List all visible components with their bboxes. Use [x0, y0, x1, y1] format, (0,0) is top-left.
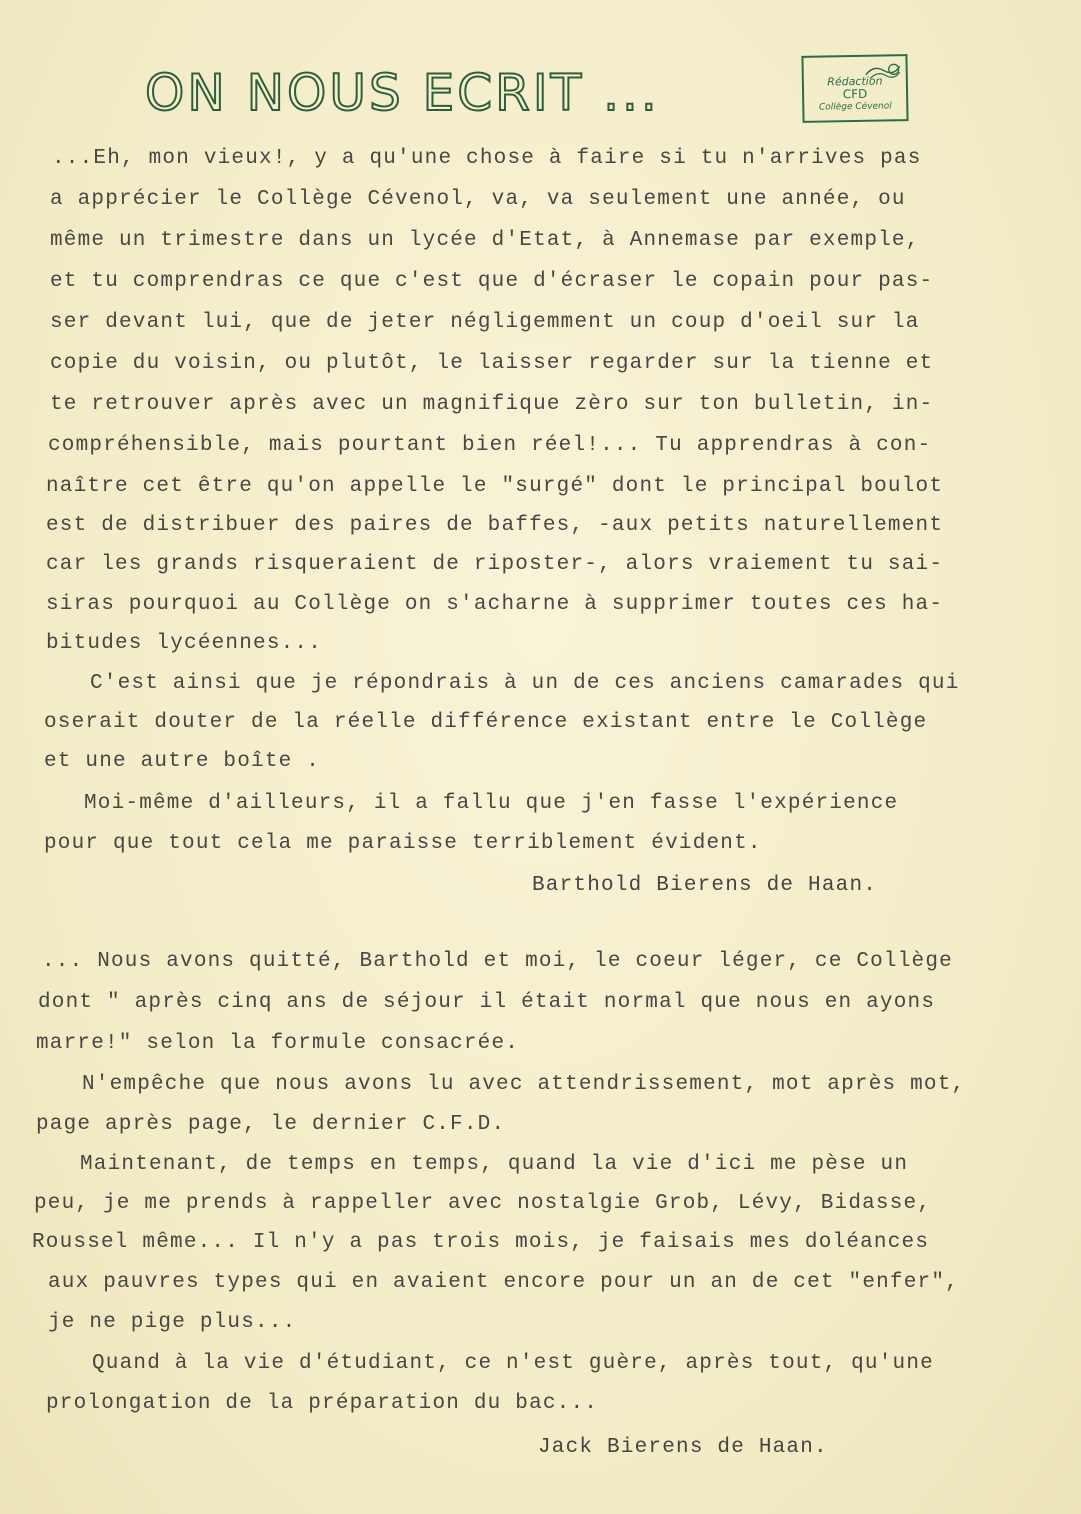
letter2-line: Roussel même... Il n'y a pas trois mois, je faisais mes doléances: [32, 1231, 930, 1254]
letter2-line: N'empêche que nous avons lu avec attendrissement, mot après mot,: [82, 1073, 966, 1096]
letter1-line: même un trimestre dans un lycée d'Etat, à Annemase par exemple,: [50, 229, 920, 252]
stamp-line-college: Collège Cévenol: [818, 101, 892, 113]
letter1-line: copie du voisin, ou plutôt, le laisser regarder sur la tienne et: [50, 352, 934, 375]
letter1-line: car les grands risqueraient de riposter-, alors vraiement tu sai-: [46, 553, 944, 576]
letter1-line: et une autre boîte .: [44, 750, 321, 773]
letter2-line: Quand à la vie d'étudiant, ce n'est guère, après tout, qu'une: [92, 1352, 934, 1375]
letter2-line: peu, je me prends à rappeller avec nostalgie Grob, Lévy, Bidasse,: [34, 1192, 932, 1215]
letter2-line: aux pauvres types qui en avaient encore pour un an de cet "enfer",: [48, 1271, 959, 1294]
letter2-line: page après page, le dernier C.F.D.: [36, 1113, 506, 1136]
letter1-line: ser devant lui, que de jeter négligemment un coup d'oeil sur la: [50, 311, 920, 334]
letter1-line: a apprécier le Collège Cévenol, va, va seulement une année, ou: [50, 188, 906, 211]
letter1-line: C'est ainsi que je répondrais à un de ces anciens camarades qui: [90, 672, 960, 695]
letter1-line: compréhensible, mais pourtant bien réel!... Tu apprendras à con-: [48, 434, 932, 457]
letter2-line: prolongation de la préparation du bac...: [46, 1392, 599, 1415]
letter1-line: et tu comprendras ce que c'est que d'écraser le copain pour pas-: [50, 270, 934, 293]
letter1-signature: Barthold Bierens de Haan.: [532, 874, 878, 897]
letter1-line: ...Eh, mon vieux!, y a qu'une chose à faire si tu n'arrives pas: [52, 147, 922, 170]
letter1-line: siras pourquoi au Collège on s'acharne à supprimer toutes ces ha-: [46, 593, 944, 616]
letter2-line: Maintenant, de temps en temps, quand la vie d'ici me pèse un: [80, 1153, 909, 1176]
letter1-line: oserait douter de la réelle différence existant entre le Collège: [44, 711, 928, 734]
letter1-line: est de distribuer des paires de baffes, -aux petits naturellement: [46, 514, 944, 537]
letter1-line: te retrouver après avec un magnifique zèro sur ton bulletin, in-: [50, 393, 934, 416]
page-title: ON NOUS ECRIT ...: [145, 64, 660, 122]
letter2-line: ... Nous avons quitté, Barthold et moi, le coeur léger, ce Collège: [42, 950, 953, 973]
stamp-emblem-icon: [864, 60, 902, 83]
letter2-line: dont " après cinq ans de séjour il était normal que nous en ayons: [38, 991, 936, 1014]
letter1-line: bitudes lycéennes...: [46, 632, 323, 655]
stamp-line-redaction: Rédaction: [827, 74, 883, 89]
letter1-line: Moi-même d'ailleurs, il a fallu que j'en fasse l'expérience: [84, 792, 899, 815]
editorial-stamp: [801, 54, 908, 123]
letter1-line: naître cet être qu'on appelle le "surgé" dont le principal boulot: [46, 475, 944, 498]
letter1-line: pour que tout cela me paraisse terriblement évident.: [44, 832, 762, 855]
letter2-line: marre!" selon la formule consacrée.: [36, 1032, 520, 1055]
letter2-line: je ne pige plus...: [48, 1311, 297, 1334]
stamp-line-cfd: CFD: [842, 86, 868, 102]
letter2-signature: Jack Bierens de Haan.: [538, 1436, 828, 1459]
